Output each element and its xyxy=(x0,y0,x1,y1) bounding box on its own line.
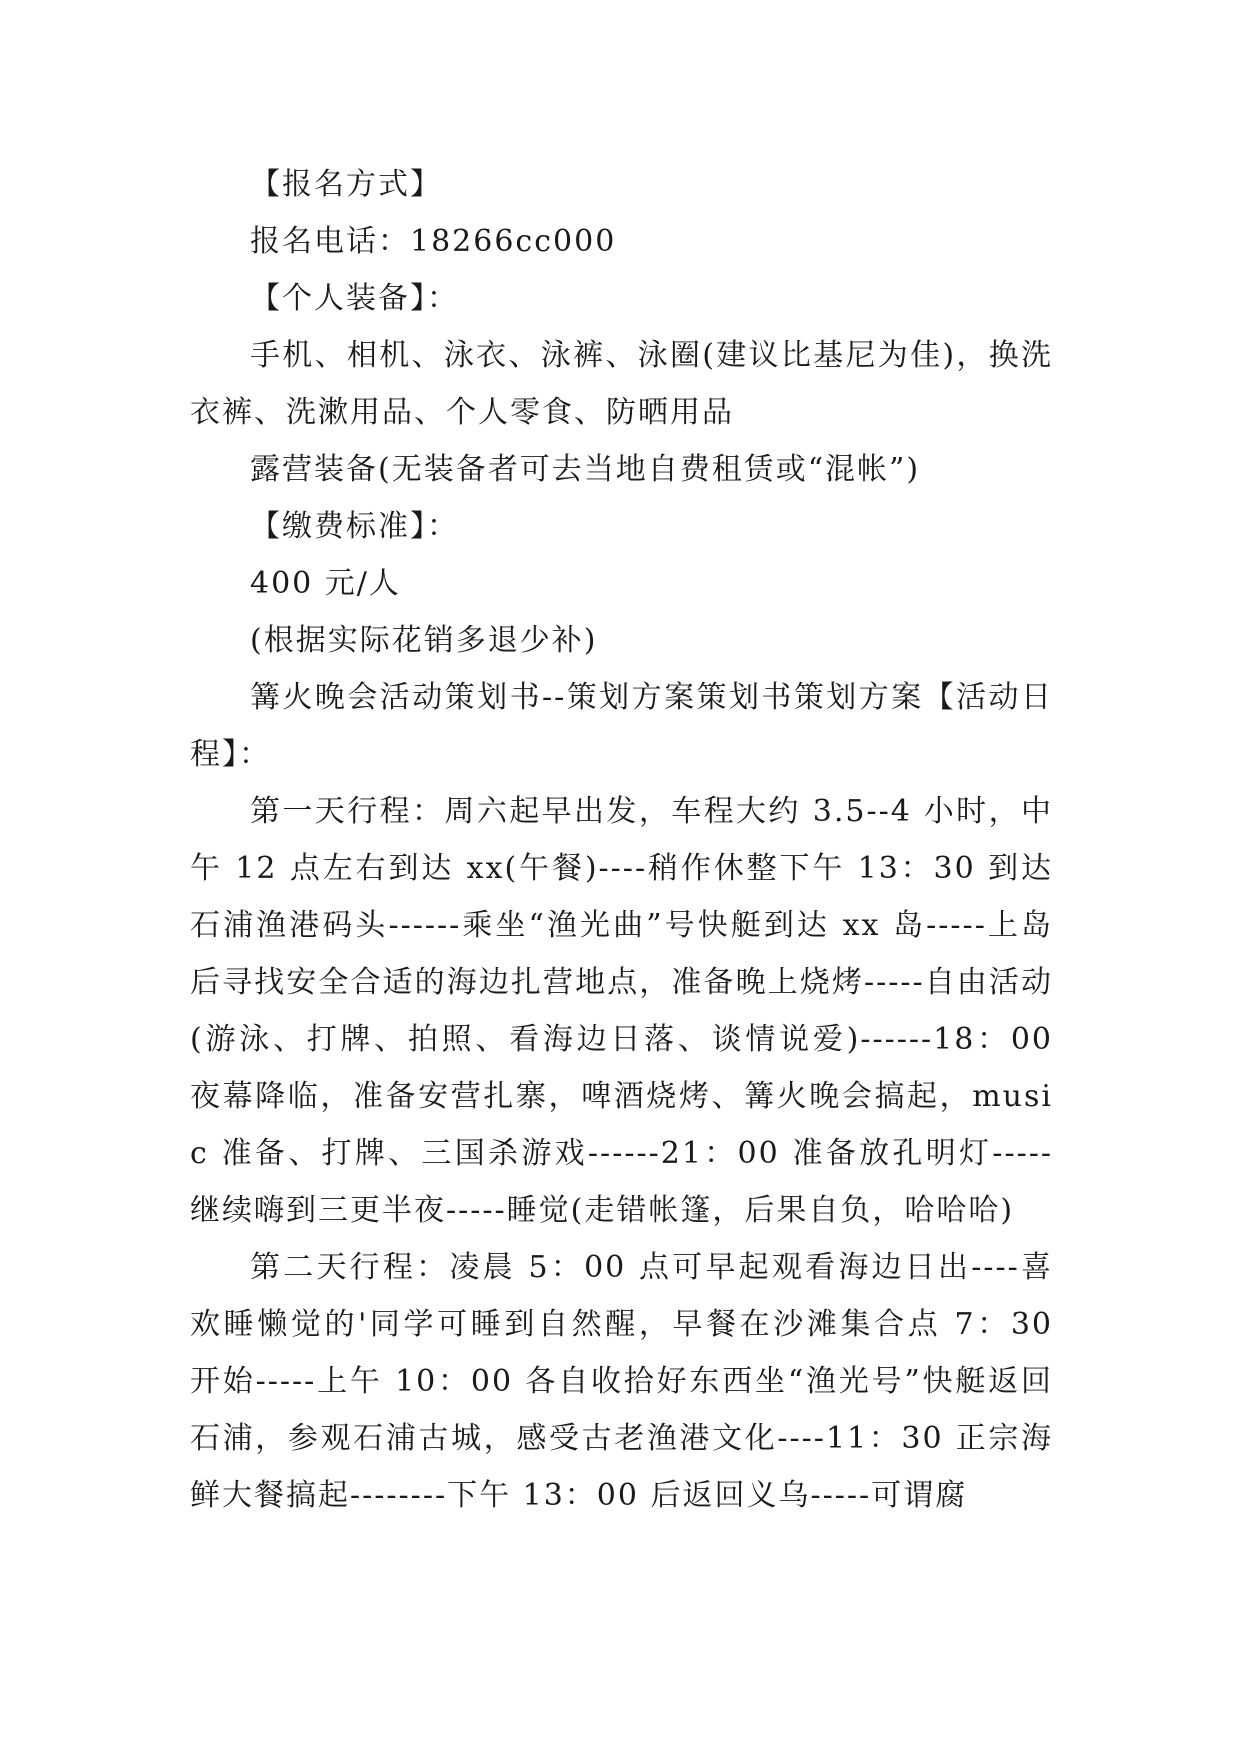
equipment-list: 手机、相机、泳衣、泳裤、泳圈(建议比基尼为佳)，换洗衣裤、洗漱用品、个人零食、防晒用品 xyxy=(190,338,1053,430)
day-one-itinerary: 第一天行程：周六起早出发，车程大约 3.5--4 小时，中午 12 点左右到达 xx(午餐)----稍作休整下午 13：30 到达石浦渔港码头------乘坐“渔光曲”号快艇到达 xx 岛-----上岛后寻找安全合适的海边扎营地点，准备晚上烧烤-----自由活动(游泳、打牌、拍照、看海边日落、谈情说爱)------18：00 夜幕降临，准备安营扎寨，啤酒烧烤、篝火晚会搞起，music 准备、打牌、三国杀游戏------21：00 准备放孔明灯-----继续嗨到三更半夜-----睡觉(走错帐篷，后果自负，哈哈哈) xyxy=(190,794,1053,1228)
section-heading-fee: 【缴费标准】： xyxy=(250,509,459,544)
fee-note: (根据实际花销多退少补) xyxy=(250,623,598,658)
section-heading-schedule: 篝火晚会活动策划书--策划方案策划书策划方案【活动日程】： xyxy=(190,680,1053,772)
camping-equipment: 露营装备(无装备者可去当地自费租赁或“混帐”) xyxy=(250,452,921,487)
document-body xyxy=(190,156,1053,1524)
section-heading-registration: 【报名方式】 xyxy=(250,167,442,202)
registration-phone: 报名电话：18266cc000 xyxy=(250,224,617,259)
day-two-itinerary: 第二天行程：凌晨 5：00 点可早起观看海边日出----喜欢睡懒觉的'同学可睡到自然醒，早餐在沙滩集合点 7：30 开始-----上午 10：00 各自收拾好东西坐“渔光号”快艇返回石浦，参观石浦古城，感受古老渔港文化----11：30 正宗海鲜大餐搞起--------下午 13：00 后返回义乌-----可谓腐 xyxy=(190,1250,1053,1513)
section-heading-equipment: 【个人装备】： xyxy=(250,281,459,316)
fee-amount: 400 元/人 xyxy=(250,566,401,601)
